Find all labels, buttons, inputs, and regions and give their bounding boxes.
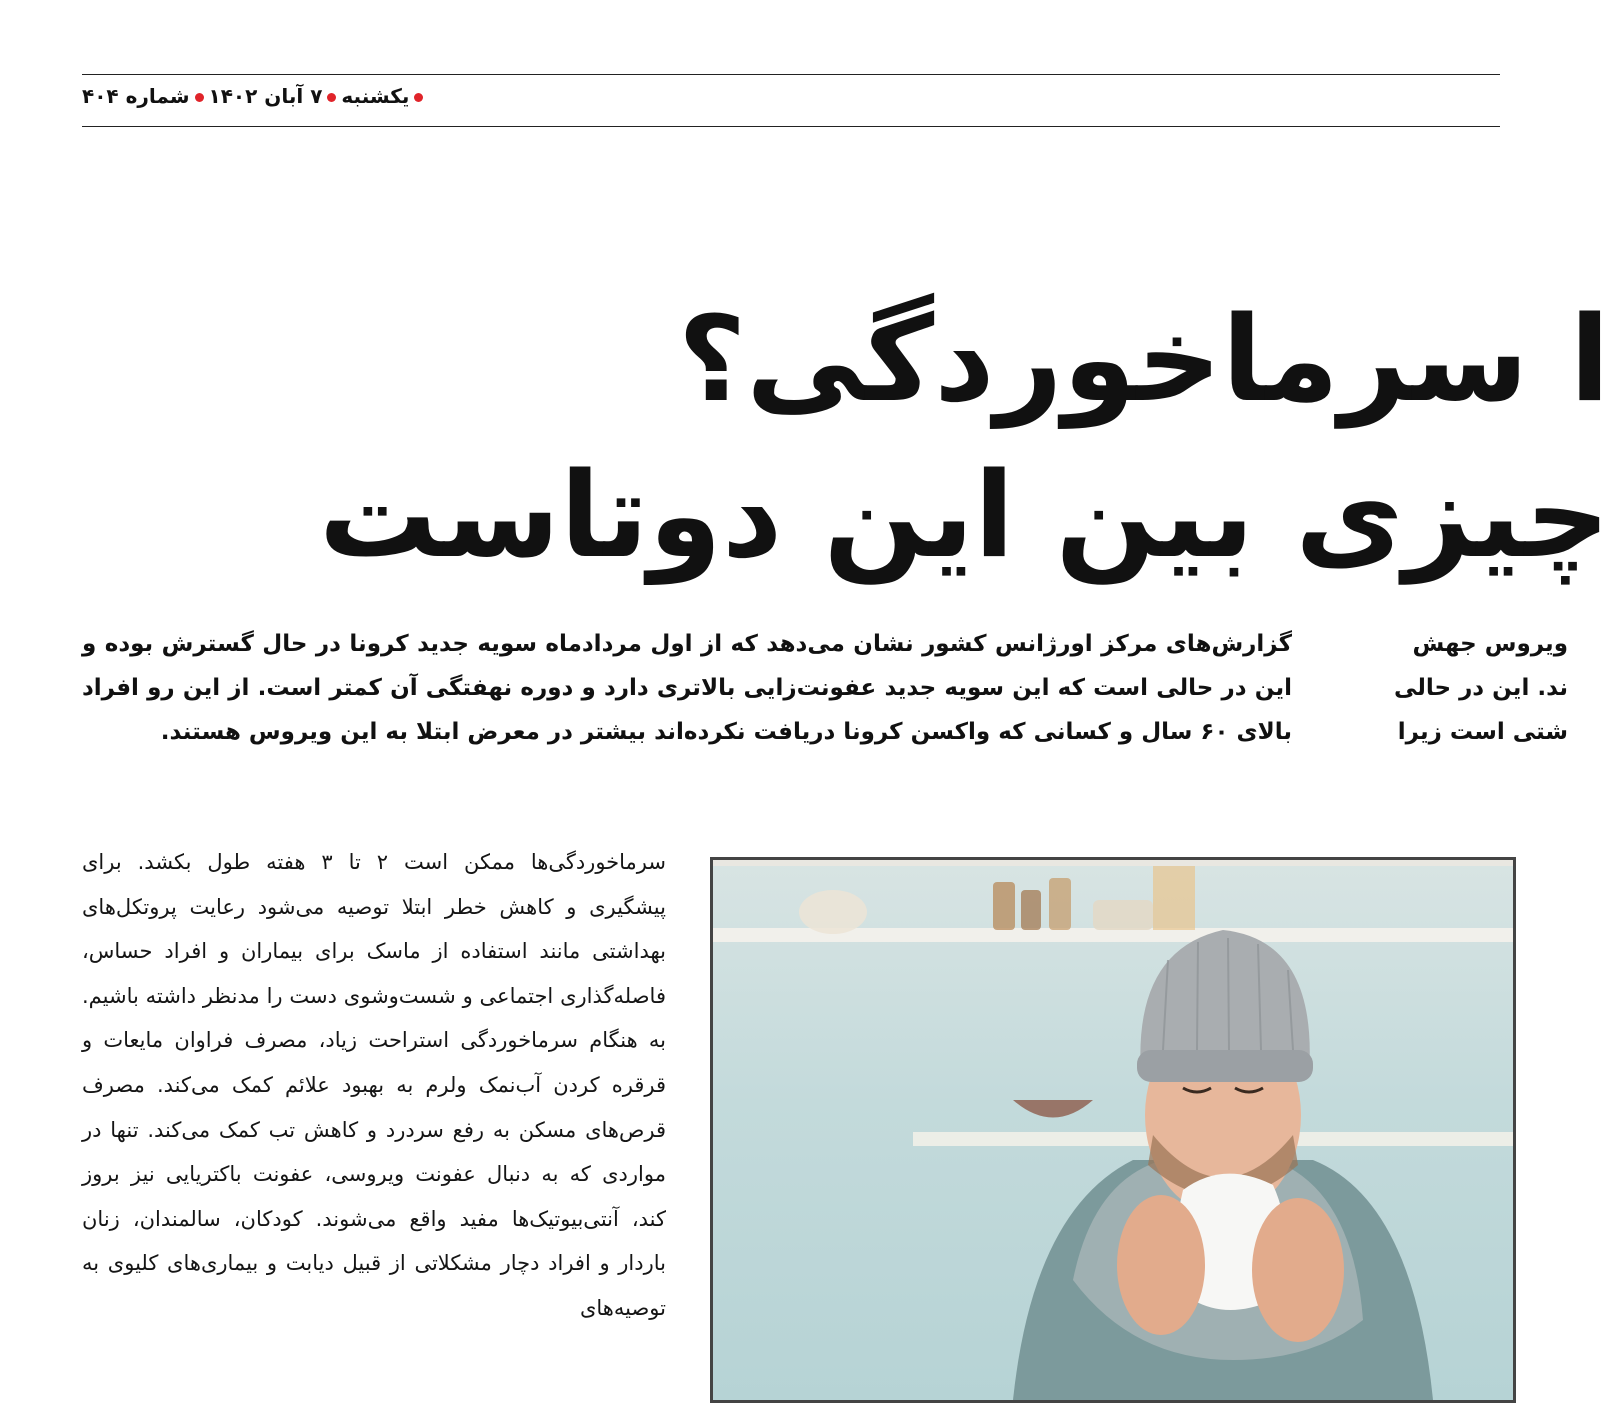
- fragment-line: شتی است زیرا: [1397, 719, 1568, 745]
- dateline-day: یکشنبه: [341, 84, 410, 108]
- header-rule-bottom: [82, 126, 1500, 127]
- jar: [1093, 900, 1153, 930]
- bowl: [1013, 1100, 1093, 1118]
- fragment-line: ویروس جهش: [1412, 631, 1568, 657]
- headline-line-1: ا سرماخوردگی؟: [677, 290, 1610, 428]
- dateline-date: ۷ آبان ۱۴۰۲: [208, 84, 323, 108]
- beanie-cuff: [1137, 1050, 1313, 1082]
- jar: [993, 882, 1015, 930]
- header-rule-top: [82, 74, 1500, 75]
- hand: [1252, 1198, 1344, 1342]
- ceiling-edge: [713, 860, 1513, 866]
- jar: [1153, 860, 1195, 930]
- lead-paragraph: گزارش‌های مرکز اورژانس کشور نشان می‌دهد که از اول مردادماه سویه جدید کرونا در حال گسترش بوده و این در حالی است که این سویه جدید عفونت‌زایی بالاتری دارد و دوره نهفتگی آن کمتر است. از این رو افراد بالای ۶۰ سال و کسانی که واکسن کرونا دریافت نکرده‌اند بیشتر در معرض ابتلا به این ویروس هستند.: [82, 631, 1292, 745]
- sick-man-illustration: [713, 860, 1513, 1400]
- body-column: سرماخوردگی‌ها ممکن است ۲ تا ۳ هفته طول بکشد. برای پیشگیری و کاهش خطر ابتلا توصیه می‌شود رعایت پروتکل‌های بهداشتی مانند استفاده از ماسک برای بیماران و افراد حساس، فاصله‌گذاری اجتماعی و شست‌وشوی دست را مدنظر داشته باشیم. به هنگام سرماخوردگی استراحت زیاد، مصرف فراوان مایعات و قرقره کردن آب‌نمک ولرم به بهبود علائم کمک می‌کند. مصرف قرص‌های مسکن به رفع سردرد و کاهش تب کمک می‌کند. تنها در مواردی که به دنبال عفونت ویروسی، عفونت باکتریایی نیز بروز کند، آنتی‌بیوتیک‌ها مفید واقع می‌شوند. کودکان، سالمندان، زنان باردار و افراد دچار مشکلاتی از قبیل دیابت و بیماری‌های کلیوی به توصیه‌های: [82, 850, 666, 1320]
- headline-line-2: چیزی بین این دوتاست: [318, 446, 1610, 584]
- fragment-line: ند. این در حالی: [1393, 675, 1568, 701]
- bullet-dot-icon: [195, 93, 204, 102]
- jar: [1049, 878, 1071, 930]
- bullet-dot-icon: [414, 93, 423, 102]
- article-photo: [710, 857, 1516, 1403]
- hand: [1117, 1195, 1205, 1335]
- adjacent-column-fragment: [1338, 622, 1568, 754]
- bullet-dot-icon: [327, 93, 336, 102]
- dateline: [82, 84, 482, 108]
- bowl: [799, 890, 867, 934]
- jar: [1021, 890, 1041, 930]
- dateline-issue: شماره ۴۰۴: [82, 84, 190, 108]
